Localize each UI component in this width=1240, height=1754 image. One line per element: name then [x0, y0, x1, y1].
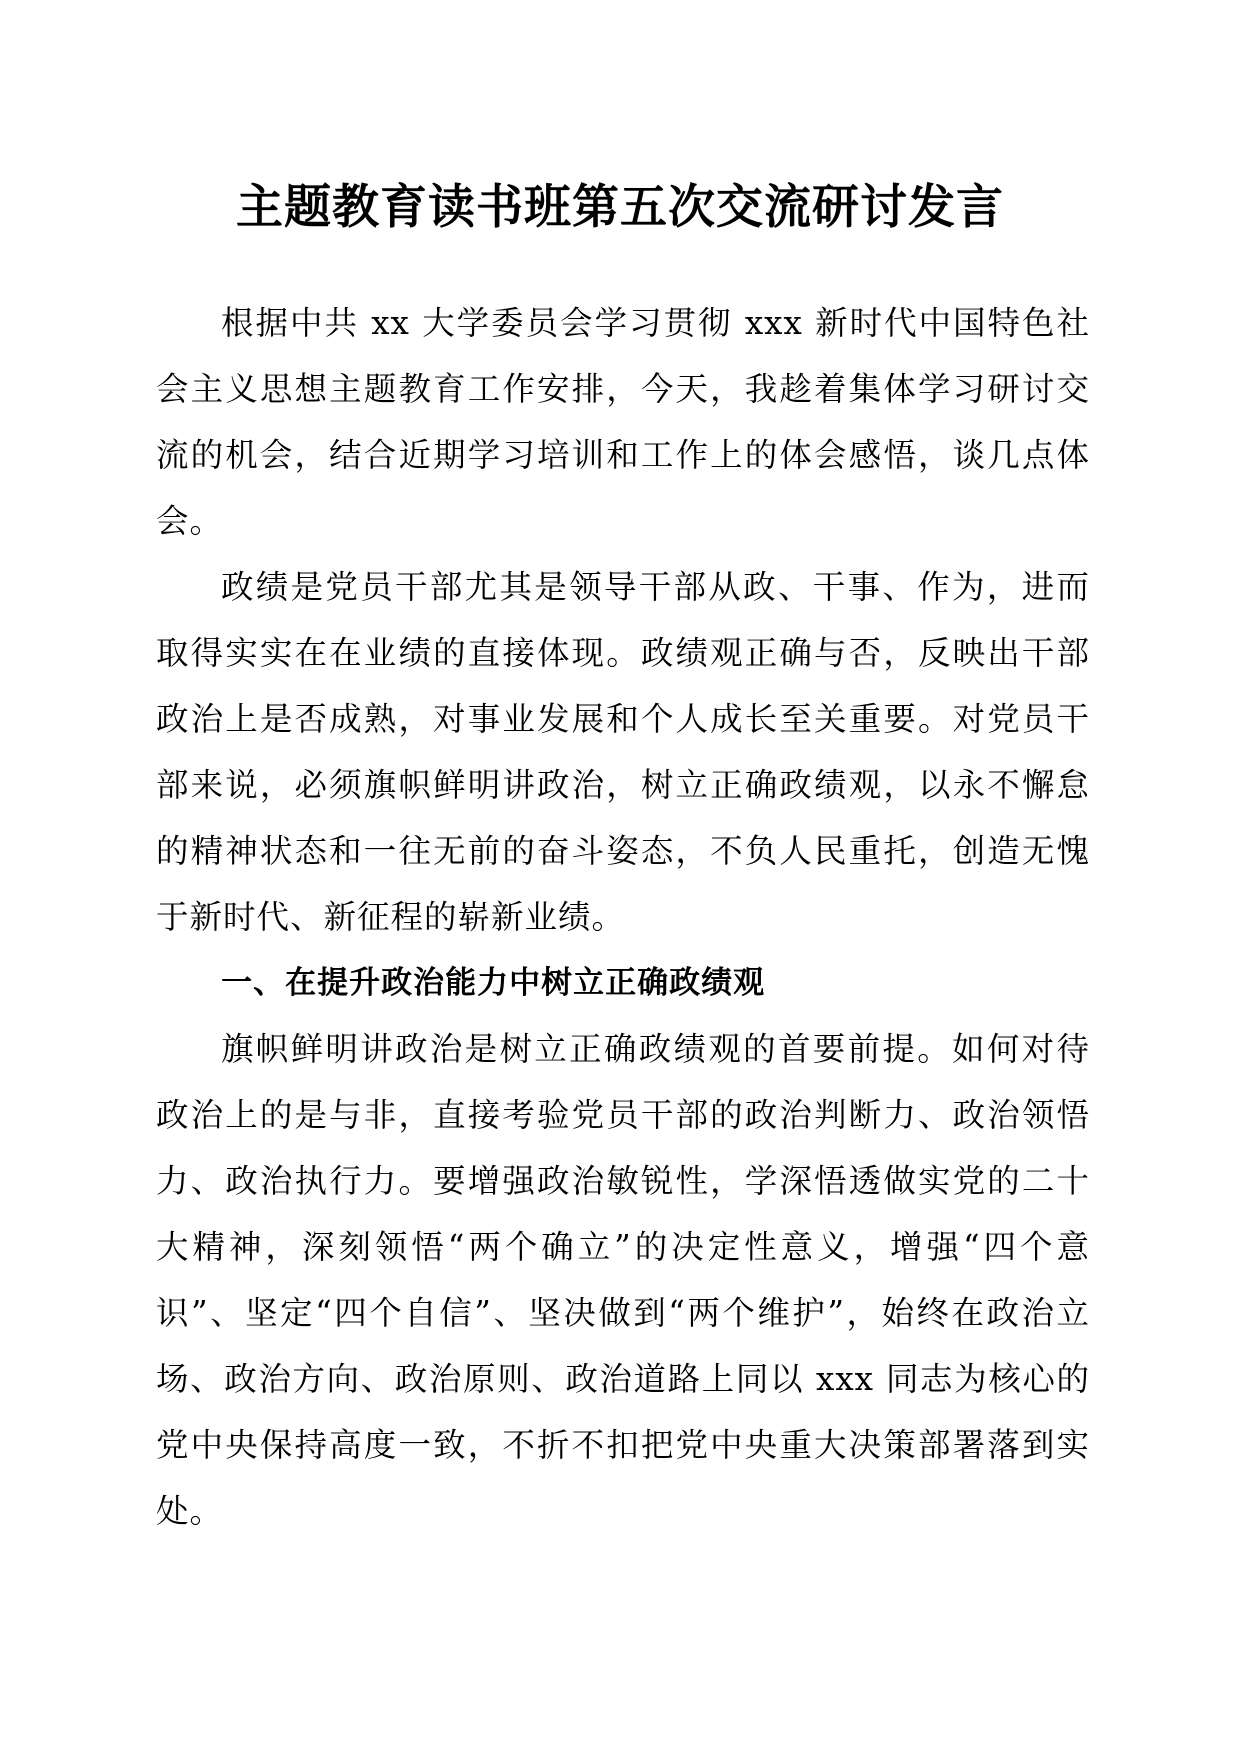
political-achievement-paragraph: 政绩是党员干部尤其是领导干部从政、干事、作为，进而取得实实在在业绩的直接体现。政绩观正确与否，反映出干部政治上是否成熟，对事业发展和个人成长至关重要。对党员干部来说，必须旗帜鲜明讲政治，树立正确政绩观，以永不懈怠的精神状态和一往无前的奋斗姿态，不负人民重托，创造无愧于新时代、新征程的崭新业绩。 [156, 568, 1090, 936]
section-paragraph: 旗帜鲜明讲政治是树立正确政绩观的首要前提。如何对待政治上的是与非，直接考验党员干部的政治判断力、政治领悟力、政治执行力。要增强政治敏锐性，学深悟透做实党的二十大精神，深刻领悟“两个确立”的决定性意义，增强“四个意识”、坚定“四个自信”、坚决做到“两个维护”，始终在政治立场、政治方向、政治原则、政治道路上同以 xxx 同志为核心的党中央保持高度一致，不折不扣把党中央重大决策部署落到实处。 [156, 1030, 1090, 1530]
document-title: 主题教育读书班第五次交流研讨发言 [236, 180, 1004, 235]
document-body [156, 290, 1090, 1544]
intro-paragraph: 根据中共 xx 大学委员会学习贯彻 xxx 新时代中国特色社会主义思想主题教育工作安排，今天，我趁着集体学习研讨交流的机会，结合近期学习培训和工作上的体会感悟，谈几点体会。 [156, 304, 1090, 540]
section-heading: 一、在提升政治能力中树立正确政绩观 [221, 965, 766, 1001]
